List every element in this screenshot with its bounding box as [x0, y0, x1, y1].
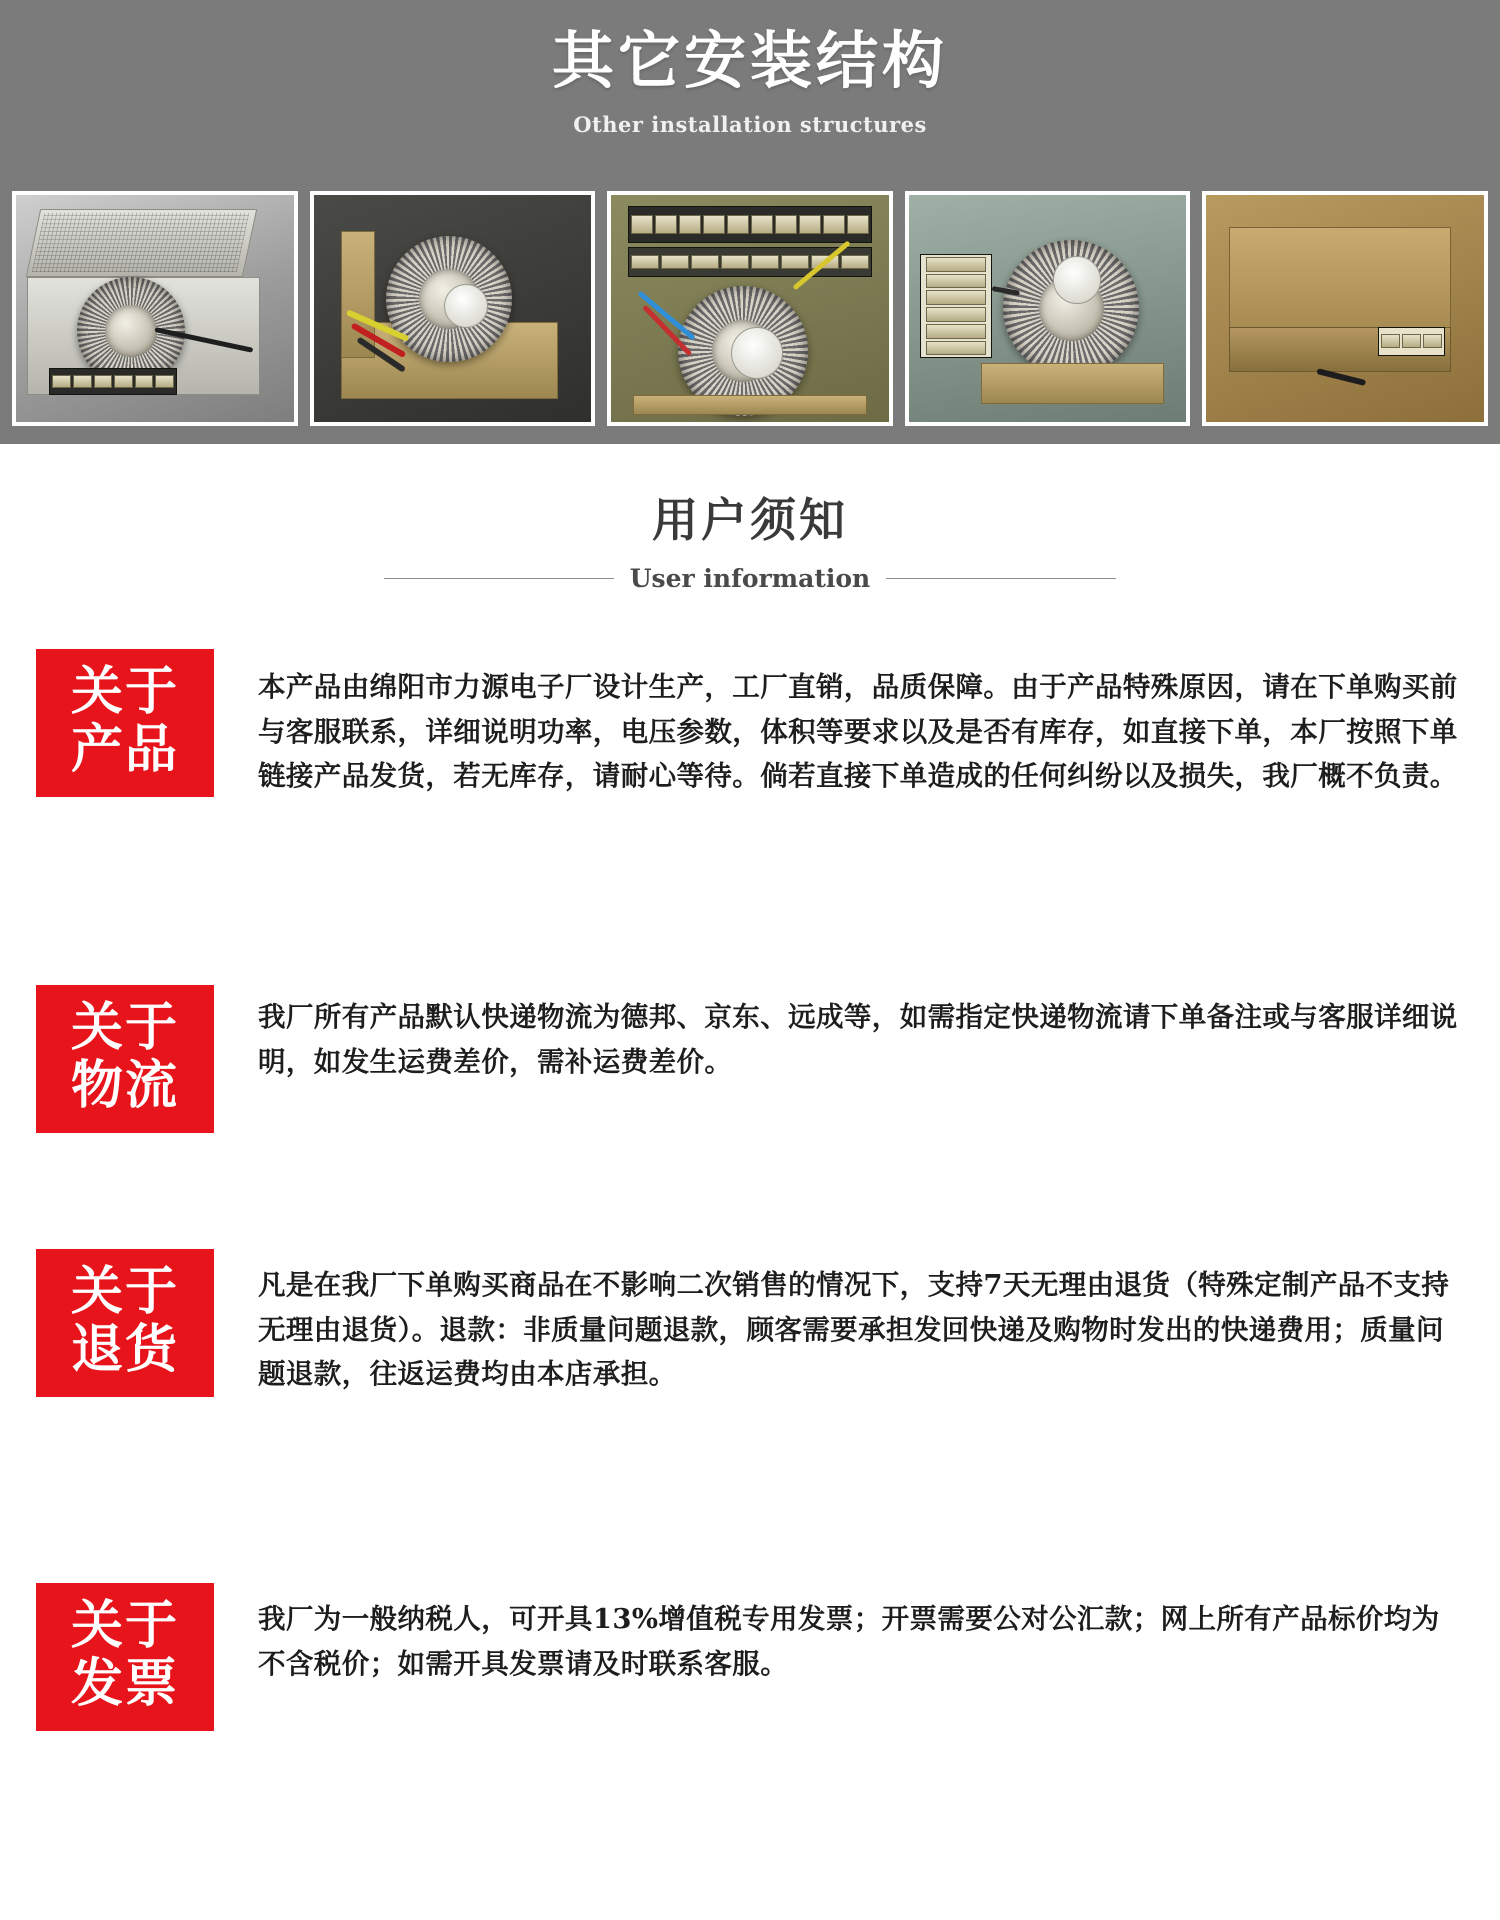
section-title: 用户须知 [652, 493, 848, 547]
badge-line-1: 关于 [70, 661, 179, 722]
status-badge [36, 1249, 214, 1397]
user-information-section [0, 444, 1500, 1849]
badge-line-2: 退货 [70, 1319, 179, 1381]
product-photo-1[interactable] [12, 191, 298, 426]
list-item [0, 949, 1500, 1249]
status-badge [36, 649, 214, 797]
badge-line-1: 关于 [70, 997, 179, 1058]
status-badge [36, 985, 214, 1133]
status-badge [36, 1583, 214, 1731]
list-item [0, 1549, 1500, 1849]
product-photo-4[interactable] [905, 191, 1191, 426]
item-text: 我厂所有产品默认快递物流为德邦、京东、远成等，如需指定快递物流请下单备注或与客服详细说明，如发生运费差价，需补运费差价。 [258, 1001, 1458, 1078]
badge-line-1: 关于 [70, 1595, 179, 1656]
user-info-list [0, 593, 1500, 1849]
hero-banner [0, 0, 1500, 183]
product-photo-2[interactable] [310, 191, 596, 426]
product-photo-strip [0, 183, 1500, 444]
divider-right [886, 578, 1116, 579]
divider-left [384, 578, 614, 579]
item-text: 本产品由绵阳市力源电子厂设计生产，工厂直销，品质保障。由于产品特殊原因，请在下单购买前与客服联系，详细说明功率，电压参数，体积等要求以及是否有库存，如直接下单，本厂按照下单链接产品发货，若无库存，请耐心等待。倘若直接下单造成的任何纠纷以及损失，我厂概不负责。 [258, 671, 1458, 793]
list-item [0, 1249, 1500, 1549]
section-subtitle: User information [629, 564, 871, 593]
badge-line-2: 产品 [70, 719, 179, 781]
badge-line-2: 物流 [70, 1055, 179, 1117]
hero-subtitle: Other installation structures [573, 111, 927, 137]
product-photo-5[interactable] [1202, 191, 1488, 426]
product-photo-3[interactable] [607, 191, 893, 426]
hero-title: 其它安装结构 [551, 24, 948, 97]
item-text: 凡是在我厂下单购买商品在不影响二次销售的情况下，支持7天无理由退货（特殊定制产品不支持无理由退货）。退款：非质量问题退款，顾客需要承担发回快递及购物时发出的快递费用；质量问题退款，往返运费均由本店承担。 [258, 1269, 1450, 1391]
badge-line-1: 关于 [70, 1261, 179, 1322]
list-item [0, 649, 1500, 949]
badge-line-2: 发票 [70, 1653, 179, 1715]
section-subtitle-row [0, 564, 1500, 593]
item-text: 我厂为一般纳税人，可开具13%增值税专用发票；开票需要公对公汇款；网上所有产品标价均为不含税价；如需开具发票请及时联系客服。 [258, 1603, 1440, 1680]
